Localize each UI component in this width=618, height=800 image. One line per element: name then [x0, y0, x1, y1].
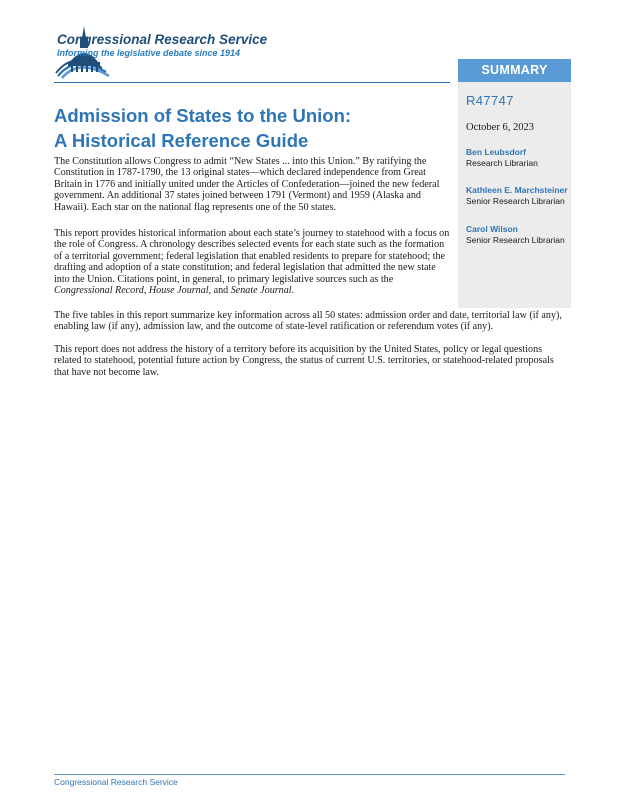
author-block: [466, 224, 565, 246]
summary-paragraph-4: This report does not address the history of a territory before its acquisition by the United States, policy or legal questions related to statehood, potential future action by Congress, the status of current U.S. territories, or statehood-related proposals that have not become law.: [54, 344, 554, 378]
author-title: Senior Research Librarian: [466, 196, 565, 206]
source-congressional-record: Congressional Record: [54, 285, 144, 297]
author-name[interactable]: Ben Leubsdorf: [466, 147, 526, 157]
footer-org-name: Congressional Research Service: [54, 777, 178, 787]
summary-sidebar: [458, 59, 571, 308]
author-title: Senior Research Librarian: [466, 235, 565, 245]
source-senate-journal: Senate Journal: [230, 285, 292, 297]
page-title: [54, 103, 444, 153]
title-line-2: A Historical Reference Guide: [54, 130, 309, 151]
report-number: R47747: [466, 93, 514, 108]
header-divider: [54, 82, 450, 83]
summary-heading: SUMMARY: [458, 59, 571, 82]
source-house-journal: House Journal: [148, 285, 209, 297]
report-date: October 6, 2023: [466, 122, 534, 133]
org-name: Congressional Research Service: [57, 32, 268, 47]
author-name[interactable]: Carol Wilson: [466, 224, 518, 234]
author-block: [466, 185, 568, 207]
summary-paragraph-3: The five tables in this report summarize key information across all 50 states: admission order and date, territorial law (if any), enabling law (if any), admission law, and the outcome of state-level ratification or referendum votes (if any).: [54, 310, 562, 333]
author-block: [466, 147, 538, 169]
author-title: Research Librarian: [466, 158, 538, 168]
title-line-1: Admission of States to the Union:: [54, 105, 352, 126]
paragraph-2-text: This report provides historical information about each state’s journey to statehood with a focus on the role of Congress. A chronology describes selected events for each state such as the formation of a territorial government; federal legislation that enabled residents to prepare for statehood; the drafting and adoption of a state constitution; and federal legislation that admitted the new state into the Union. Citations point, in general, to primary legislative sources such as the: [54, 228, 450, 285]
paragraph-2-and: and: [213, 285, 229, 297]
author-name[interactable]: Kathleen E. Marchsteiner: [466, 185, 568, 195]
summary-paragraph-2: This report provides historical information about each state’s journey to statehood with a focus on the role of Congress. A chronology describes selected events for each state such as the formation of a territorial government; federal legislation that enabled residents to prepare for statehood; the drafting and adoption of a state constitution; and federal legislation that admitted the new state into the Union. Citations point, in general, to primary legislative sources such as the Congressional Record, House Journal, and Senate Journal.: [54, 228, 450, 297]
org-tagline: Informing the legislative debate since 1914: [57, 48, 241, 58]
summary-paragraph-1: The Constitution allows Congress to admit “New States ... into this Union.” By ratifying the Constitution in 1787-1790, the 13 original states—which declared independence from Great Britain in 1776 and initially united under the Articles of Confederation—joined the new federal government. An additional 37 states joined between 1791 (Vermont) and 1959 (Alaska and Hawaii). Each star on the national flag represents one of the 50 states.: [54, 156, 440, 213]
footer-divider: [54, 774, 565, 775]
